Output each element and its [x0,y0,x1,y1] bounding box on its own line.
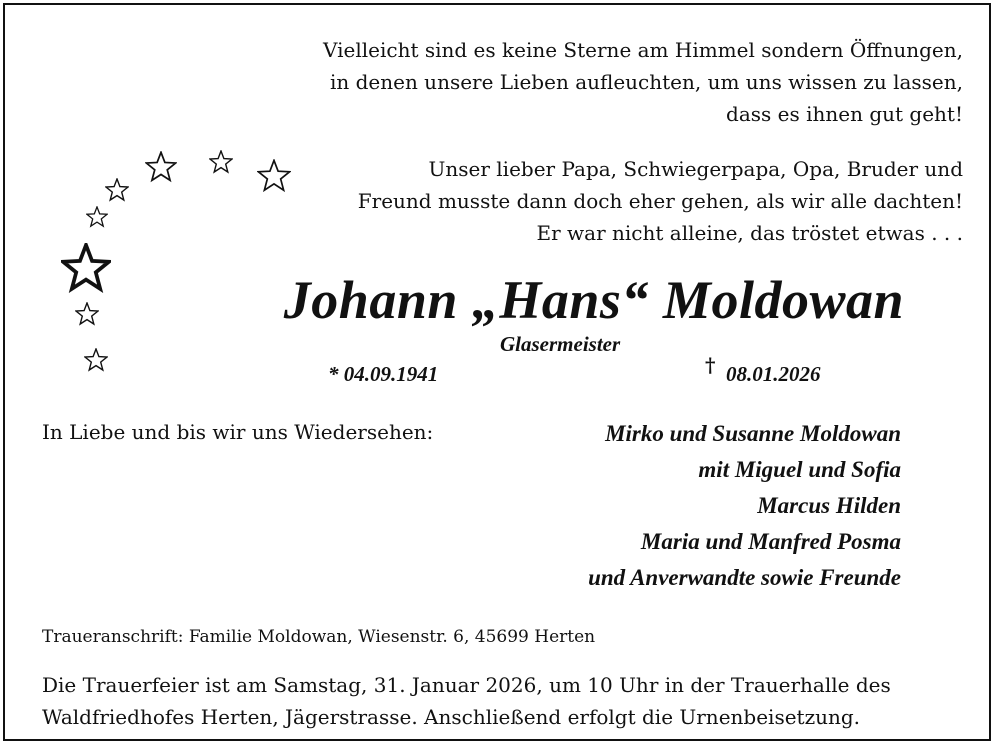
family-line: Maria und Manfred Posma [640,529,901,554]
star-icon [105,178,129,202]
star-icon [145,151,177,183]
message-line: Freund musste dann doch eher gehen, als wir alle dachten! [357,189,963,213]
family-line: Mirko und Susanne Moldowan [605,421,901,446]
quote-line: dass es ihnen gut geht! [726,102,963,126]
star-icon [61,243,111,293]
family-line: Marcus Hilden [757,493,901,518]
ceremony-line: Waldfriedhofes Herten, Jägerstrasse. Anschließend erfolgt die Urnenbeisetzung. [42,705,861,729]
quote-line: Vielleicht sind es keine Sterne am Himmel sondern Öffnungen, [323,38,963,62]
ceremony-line: Die Trauerfeier ist am Samstag, 31. Januar 2026, um 10 Uhr in der Trauerhalle des [42,673,891,697]
family-line: mit Miguel und Sofia [698,457,901,482]
deceased-name: Johann „Hans“ Moldowan [283,270,904,330]
star-icon [86,206,108,228]
mourning-address: Traueranschrift: Familie Moldowan, Wiesenstr. 6, 45699 Herten [42,627,596,647]
profession: Glasermeister [500,332,621,356]
family-line: und Anverwandte sowie Freunde [588,565,901,590]
star-icon [257,159,291,193]
obituary-notice [3,3,991,741]
message-line: Er war nicht alleine, das tröstet etwas . . . [536,221,963,245]
message-line: Unser lieber Papa, Schwiegerpapa, Opa, Bruder und [428,157,963,181]
death-date: 08.01.2026 [726,362,821,386]
cross-icon: † [705,353,716,377]
star-icon [75,302,99,326]
farewell-text: In Liebe und bis wir uns Wiedersehen: [42,420,434,444]
star-icon [209,150,233,174]
star-icon [84,348,108,372]
birth-date: * 04.09.1941 [328,362,439,386]
quote-line: in denen unsere Lieben aufleuchten, um uns wissen zu lassen, [329,70,963,94]
